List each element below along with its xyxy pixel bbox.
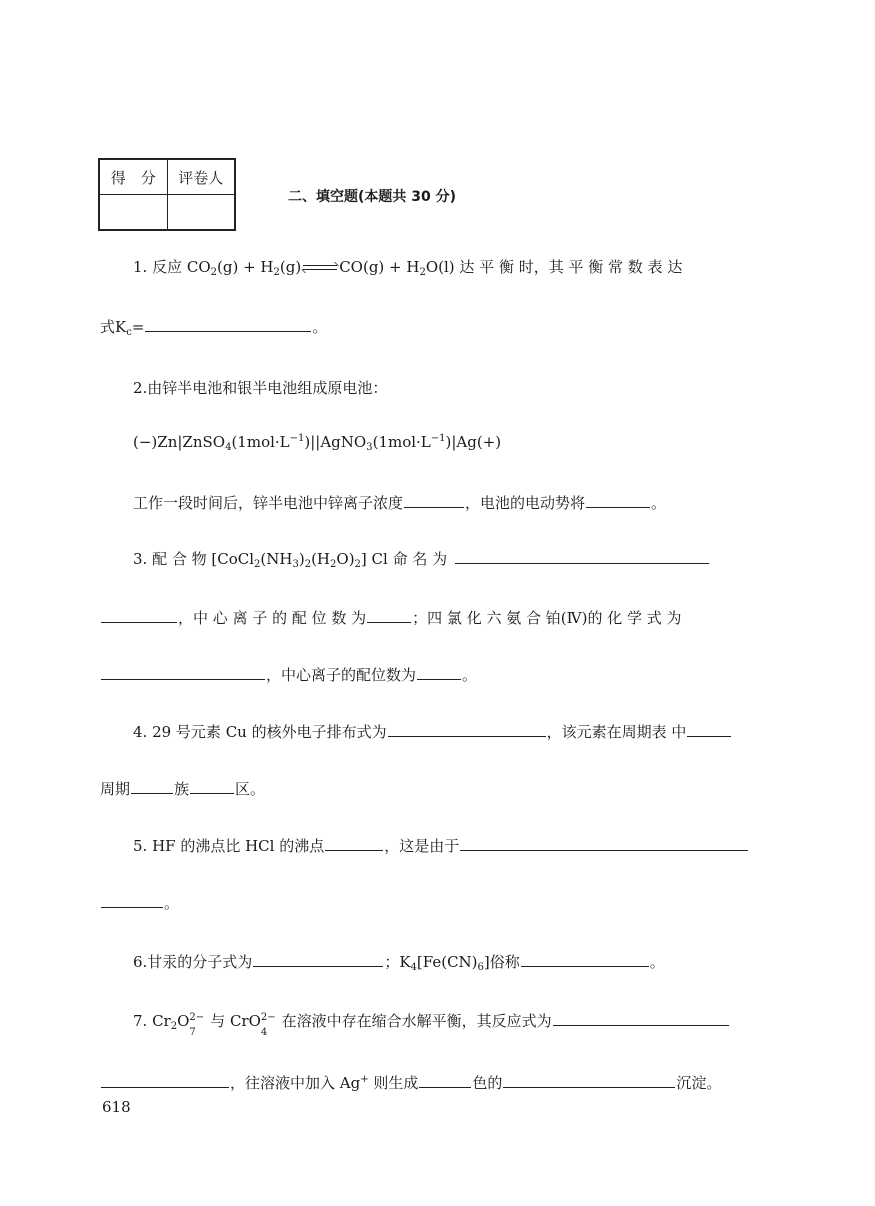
answer-blank-5a[interactable] bbox=[325, 836, 383, 851]
score-cell[interactable] bbox=[99, 195, 167, 231]
question-1-line-1: 1. 反应 $CO_2(g) + H_2(g)$ $CO(g) + H_2O(l)$ 达 平 衡 时，其 平 衡 常 数 表 达 bbox=[133, 258, 683, 278]
answer-blank-7a[interactable] bbox=[553, 1011, 729, 1026]
score-table bbox=[98, 158, 236, 231]
answer-blank-4c[interactable] bbox=[131, 779, 173, 794]
question-2-line-3: 工作一段时间后，锌半电池中锌离子浓度 ，电池的电动势将 。 bbox=[133, 494, 667, 512]
section-title: 二、填空题(本题共 30 分) bbox=[288, 189, 457, 205]
answer-blank-7c[interactable] bbox=[419, 1073, 471, 1088]
grader-header: 评卷人 bbox=[167, 159, 235, 195]
score-header: 得 分 bbox=[99, 159, 167, 195]
question-3-line-2: ，中 心 离 子 的 配 位 数 为 ；四 氯 化 六 氨 合 铂(Ⅳ)的 化 学 式 为 bbox=[100, 607, 682, 628]
question-7-line-1: 7. $Cr_2O$ 2− 7 与 CrO 2− 4 在溶液中存在缩合水解平衡，其反应式为 bbox=[133, 1010, 730, 1031]
answer-blank-3e[interactable] bbox=[417, 665, 461, 680]
answer-blank-3c[interactable] bbox=[367, 608, 411, 623]
answer-blank-1[interactable] bbox=[145, 317, 311, 332]
answer-blank-2a[interactable] bbox=[404, 493, 464, 508]
page-number: 618 bbox=[102, 1098, 131, 1116]
question-7-line-2: ，往溶液中加入 Ag+ 则生成 色的 沉淀。 bbox=[100, 1072, 721, 1093]
answer-blank-6a[interactable] bbox=[253, 952, 383, 967]
question-2-cell-notation: $(-)Zn|ZnSO_4(1mol\cdot L^{-1})||AgNO_3(1mol\cdot L^{-1})|Ag(+)$ bbox=[133, 433, 502, 453]
question-2-line-1: 2.由锌半电池和银半电池组成原电池： bbox=[133, 379, 388, 397]
answer-blank-5c[interactable] bbox=[101, 893, 163, 908]
answer-blank-6b[interactable] bbox=[521, 952, 649, 967]
answer-blank-7d[interactable] bbox=[503, 1073, 675, 1088]
grader-cell[interactable] bbox=[167, 195, 235, 231]
equilibrium-arrow-icon bbox=[303, 263, 337, 273]
answer-blank-4b[interactable] bbox=[687, 722, 731, 737]
question-1-line-2: 式$K_c=$ 。 bbox=[100, 318, 328, 338]
answer-blank-4a[interactable] bbox=[388, 722, 546, 737]
question-5-line-1: 5. HF 的沸点比 HCl 的沸点 ，这是由于 bbox=[133, 835, 749, 856]
question-6: 6.甘汞的分子式为 ；$K_4[Fe(CN)_6]$俗称 。 bbox=[133, 953, 665, 973]
question-3-line-1: 3. 配 合 物 $[CoCl_2(NH_3)_2(H_2O)_2]$ Cl 命 名 为 bbox=[133, 548, 710, 569]
answer-blank-4d[interactable] bbox=[190, 779, 234, 794]
answer-blank-7b[interactable] bbox=[101, 1073, 229, 1088]
answer-blank-3a[interactable] bbox=[455, 549, 709, 564]
question-4-line-1: 4. 29 号元素 Cu 的核外电子排布式为 ，该元素在周期表 中 bbox=[133, 721, 732, 742]
answer-blank-2b[interactable] bbox=[586, 493, 650, 508]
question-3-line-3: ，中心离子的配位数为 。 bbox=[100, 664, 477, 685]
answer-blank-3b[interactable] bbox=[101, 608, 177, 623]
answer-blank-5b[interactable] bbox=[460, 836, 748, 851]
question-4-line-2: 周期 族 区。 bbox=[100, 780, 266, 798]
question-5-line-2: 。 bbox=[100, 892, 179, 913]
answer-blank-3d[interactable] bbox=[101, 665, 265, 680]
